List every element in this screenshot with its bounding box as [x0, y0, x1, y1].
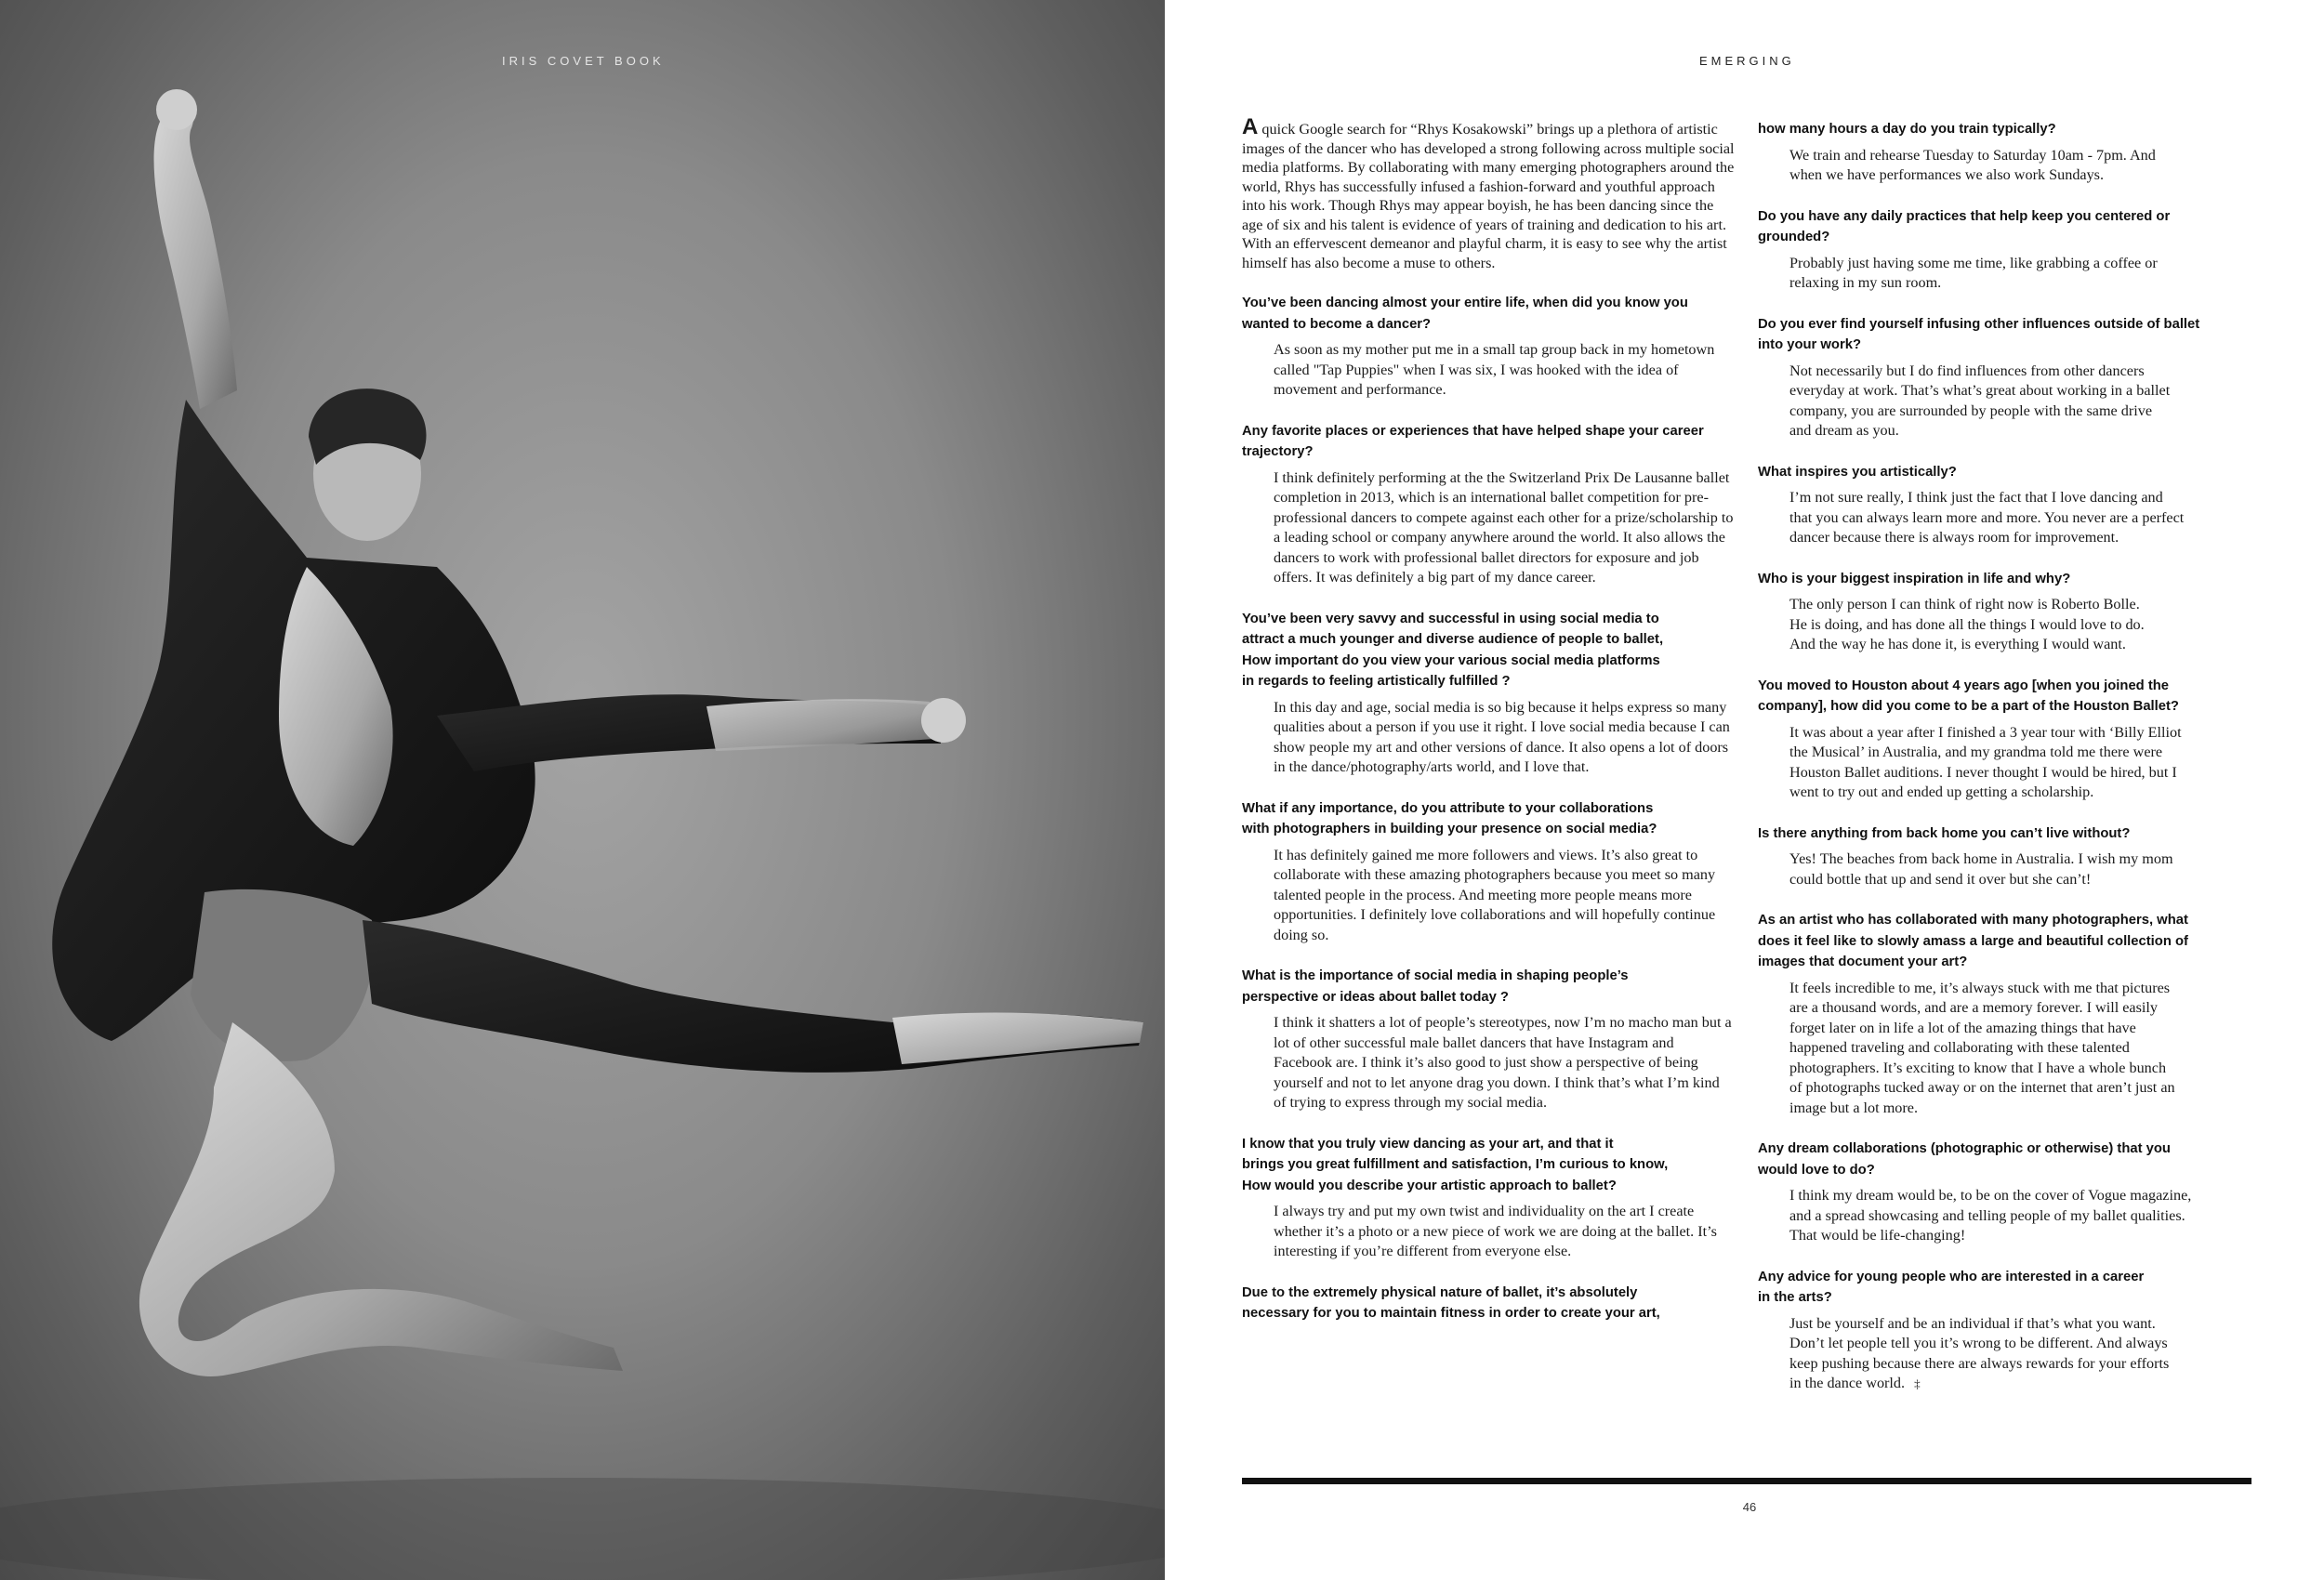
answer-text: I always try and put my own twist and individuality on the art I create whether it’s a photo or a new piece of work we are doing at the ballet. It’s interesting if you’re different from everyone else. [1274, 1203, 1717, 1259]
qa-item [1758, 676, 2251, 803]
question: You moved to Houston about 4 years ago [when you joined the company], how did you come to be a part of the Houston Ballet? [1758, 678, 2179, 714]
qa-item [1242, 1134, 1735, 1262]
question: Any advice for young people who are interested in a career in the arts? [1758, 1269, 2145, 1305]
qa-item [1758, 823, 2251, 890]
right-running-head: EMERGING [1699, 54, 1795, 68]
qa-item [1242, 421, 1735, 588]
question: What inspires you artistically? [1758, 464, 1957, 480]
answer [1274, 846, 1735, 946]
left-running-head: IRIS COVET BOOK [502, 54, 665, 68]
question: Do you ever find yourself infusing other influences outside of ballet into your work? [1758, 316, 2200, 352]
end-mark: ‡ [1914, 1376, 1921, 1390]
answer [1789, 1314, 2251, 1394]
answer-text: It has definitely gained me more followers and views. It’s also great to collaborate with these amazing photographers because you meet so many talented people in the process. And meeting more people means more opportunities. I definitely love collaborations and will hopefully continue doing so. [1274, 846, 1716, 943]
question: Due to the extremely physical nature of ballet, it’s absolutely necessary for you to maintain fitness in order to create your art, [1242, 1284, 1660, 1321]
qa-item [1758, 1267, 2251, 1394]
answer [1789, 146, 2251, 186]
answer-text: I think definitely performing at the the Switzerland Prix De Lausanne ballet completion in 2013, which is an international ballet competition for pre-professional dancers to compete against each other for a prize/scholarship to a leading school or company anywhere around the world. It also allows the dancers to work with professional ballet directors for exposure and job offers. It was definitely a big part of my dance career. [1274, 468, 1734, 586]
answer-text: I think it shatters a lot of people’s stereotypes, now I’m no macho man but a lot of other successful male ballet dancers that have Instagram and Facebook are. I think it’s also good to just show a perspective of being yourself and not to let anyone drag you down. I think that’s what I’m kind of trying to express through my social media. [1274, 1014, 1732, 1111]
qa-item [1758, 462, 2251, 548]
answer-text: I’m not sure really, I think just the fact that I love dancing and that you can always learn more and more. You never are a perfect dancer because there is always room for improvement. [1789, 489, 2185, 546]
answer-text: It feels incredible to me, it’s always stuck with me that pictures are a thousand words, and are a memory forever. I will easily forget later on in life a lot of the amazing things that have happened traveling and collaborating with these talented photographers. It’s exciting to know that I have a whole bunch of photographs tucked away or on the internet that aren’t just an image but a lot more. [1789, 979, 2175, 1116]
answer [1789, 1186, 2251, 1246]
answer-text: Probably just having some me time, like grabbing a coffee or relaxing in my sun room. [1789, 254, 2158, 291]
qa-item [1242, 1283, 1735, 1324]
qa-list-2 [1758, 119, 2251, 1394]
answer [1789, 849, 2251, 889]
answer [1274, 1013, 1735, 1113]
answer [1789, 362, 2251, 441]
answer-text: Not necessarily but I do find influences from other dancers everyday at work. That’s what’s great about working in a ballet company, you are surrounded by people with the same drive and dream as you. [1789, 362, 2171, 439]
question: Any favorite places or experiences that have helped shape your career trajectory? [1242, 423, 1704, 459]
answer [1789, 254, 2251, 294]
question: What is the importance of social media in shaping people’s perspective or ideas about ballet today ? [1242, 968, 1629, 1005]
question: I know that you truly view dancing as your art, and that it brings you great fulfillment and satisfaction, I’m curious to know, How would you describe your artistic approach to ballet? [1242, 1136, 1669, 1193]
question: You’ve been very savvy and successful in using social media to attract a much younger and diverse audience of people to ballet, How important do you view your various social media platforms in regards to feeling artistically fulfilled ? [1242, 611, 1664, 689]
qa-item [1242, 293, 1735, 401]
answer [1789, 595, 2251, 655]
question: What if any importance, do you attribute to your collaborations with photographers in building your presence on social media? [1242, 800, 1657, 836]
answer [1789, 723, 2251, 803]
answer-text: In this day and age, social media is so big because it helps express so many qualities about a person if you use it right. I love social media because I can show people my art and other versions of dance. It also opens a lot of doors in the dance/photography/arts world, and I love that. [1274, 698, 1730, 775]
qa-item [1242, 966, 1735, 1113]
answer-text: I think my dream would be, to be on the cover of Vogue magazine, and a spread showcasing and telling people of my ballet qualities. That would be life-changing! [1789, 1187, 2192, 1244]
intro-paragraph [1242, 114, 1735, 272]
qa-item [1758, 910, 2251, 1118]
article-column-1 [1242, 114, 1735, 1345]
intro-text: quick Google search for “Rhys Kosakowski” brings up a plethora of artistic images of the dancer who has developed a strong following across multiple social media platforms. By collaborating with many emerging photographers around the world, Rhys has successfully infused a fashion-forward and youthful approach into his work. Though Rhys may appear boyish, he has been dancing since the age of six and his talent is evidence of years of training and dedication to his art. With an effervescent demeanor and playful charm, it is easy to see why the artist himself has also become a muse to others. [1242, 121, 1735, 271]
qa-item [1758, 119, 2251, 186]
question: how many hours a day do you train typically? [1758, 122, 2056, 137]
qa-item [1758, 206, 2251, 294]
answer [1274, 340, 1735, 401]
qa-list-1 [1242, 293, 1735, 1324]
answer-text: It was about a year after I finished a 3 year tour with ‘Billy Elliot the Musical’ in Australia, and my grandma told me there were Houston Ballet auditions. I never thought I would be hired, but I went to try out and ended up getting a scholarship. [1789, 723, 2182, 800]
answer [1274, 468, 1735, 588]
article-column-2 [1758, 119, 2251, 1415]
answer [1274, 1202, 1735, 1262]
question: Is there anything from back home you can’t live without? [1758, 825, 2131, 841]
question: Do you have any daily practices that help keep you centered or grounded? [1758, 208, 2171, 244]
question: As an artist who has collaborated with many photographers, what does it feel like to slowly amass a large and beautiful collection of images that document your art? [1758, 913, 2188, 969]
footer-rule [1242, 1478, 2251, 1484]
answer-text: Just be yourself and be an individual if that’s what you want. Don’t let people tell you it’s wrong to be different. And always keep pushing because there are always rewards for your efforts in the dance world. [1789, 1314, 2170, 1391]
question: Who is your biggest inspiration in life and why? [1758, 571, 2071, 586]
answer-text: Yes! The beaches from back home in Australia. I wish my mom could bottle that up and send it over but she can’t! [1789, 850, 2173, 888]
answer [1789, 488, 2251, 548]
drop-cap: A [1242, 114, 1259, 139]
qa-item [1242, 798, 1735, 946]
answer-text: We train and rehearse Tuesday to Saturday 10am - 7pm. And when we have performances we also work Sundays. [1789, 146, 2156, 183]
qa-item [1758, 314, 2251, 441]
qa-item [1758, 1139, 2251, 1246]
answer [1274, 698, 1735, 778]
answer [1789, 979, 2251, 1119]
answer-text: The only person I can think of right now is Roberto Bolle. He is doing, and has done all the things I would love to do. And the way he has done it, is everything I would want. [1789, 596, 2145, 652]
qa-item [1758, 569, 2251, 655]
answer-text: As soon as my mother put me in a small tap group back in my hometown called "Tap Puppies" when I was six, I was hooked with the idea of movement and performance. [1274, 341, 1715, 398]
page-number: 46 [1742, 1500, 1757, 1514]
qa-item [1242, 609, 1735, 778]
question: You’ve been dancing almost your entire life, when did you know you wanted to become a dancer? [1242, 296, 1688, 332]
question: Any dream collaborations (photographic or otherwise) that you would love to do? [1758, 1141, 2171, 1178]
